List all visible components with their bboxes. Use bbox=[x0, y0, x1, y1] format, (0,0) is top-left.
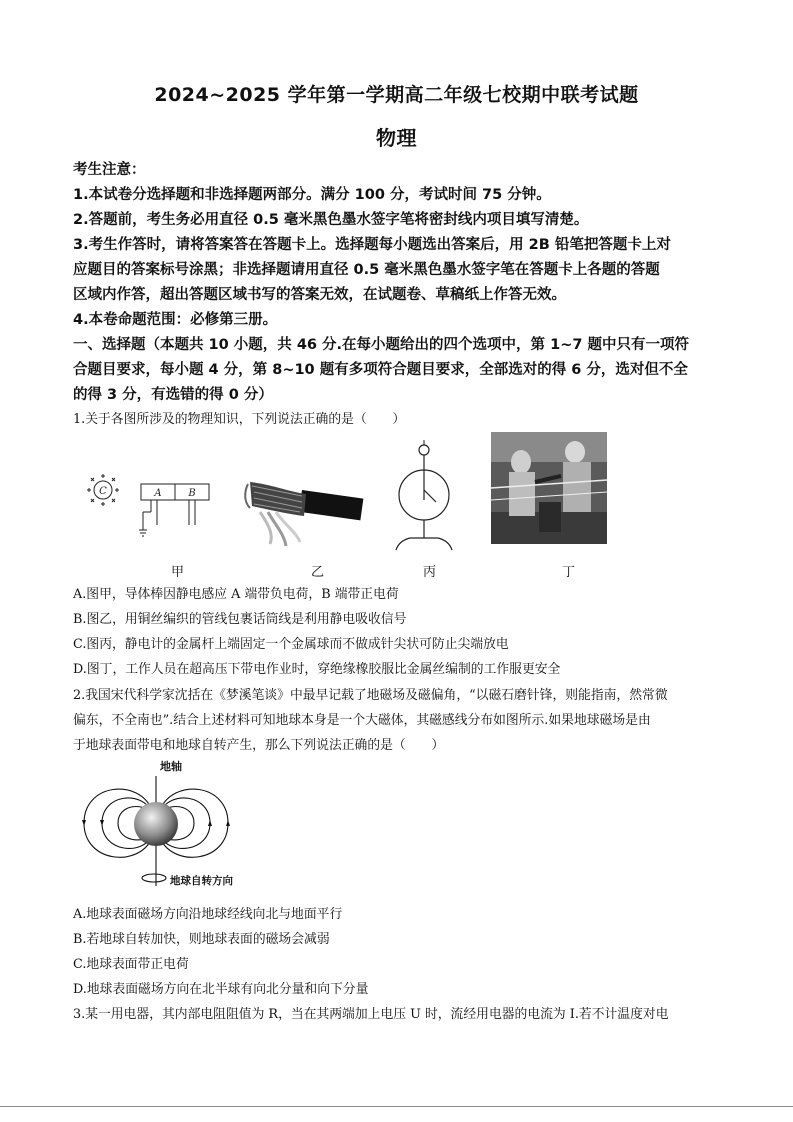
section-header: 的得 3 分，有选错的得 0 分） bbox=[73, 387, 273, 403]
q2-option-a: A.地球表面磁场方向沿地球经线向北与地面平行 bbox=[73, 907, 343, 922]
label-end-b: B bbox=[188, 488, 196, 499]
caption-ding: 丁 bbox=[562, 565, 576, 580]
q3-stem: 3.某一用电器，其内部电阻阻值为 R，当在其两端加上电压 U 时，流经用电器的电流为 I.若不计温度对电 bbox=[73, 1007, 669, 1022]
notice-line: 4.本卷命题范围：必修第三册。 bbox=[73, 312, 278, 328]
label-charge-c: C bbox=[99, 486, 107, 497]
notice-line: 3.考生作答时，请将答案答在答题卡上。选择题每小题选出答案后，用 2B 铅笔把答题卡上对 bbox=[73, 237, 671, 253]
q2-option-b: B.若地球自转加快，则地球表面的磁场会减弱 bbox=[73, 932, 330, 947]
q1-stem: 1.关于各图所涉及的物理知识，下列说法正确的是（ ） bbox=[73, 412, 406, 427]
notice-line: 应题目的答案标号涂黑；非选择题请用直径 0.5 毫米黑色墨水签字笔在答题卡上各题的答题 bbox=[73, 262, 660, 278]
figure-earth-magnetic-field bbox=[78, 758, 248, 893]
notice-heading: 考生注意： bbox=[73, 162, 146, 178]
figure-ding-photo bbox=[491, 432, 607, 544]
caption-yi: 乙 bbox=[311, 565, 325, 580]
notice-line: 1.本试卷分选择题和非选择题两部分。满分 100 分，考试时间 75 分钟。 bbox=[73, 187, 551, 203]
label-end-a: A bbox=[154, 488, 162, 499]
q1-option-b: B.图乙，用铜丝编织的管线包裹话筒线是利用静电吸收信号 bbox=[73, 612, 407, 627]
q2-option-c: C.地球表面带正电荷 bbox=[73, 957, 189, 972]
figure-jia bbox=[85, 470, 215, 540]
label-earth-axis: 地轴 bbox=[160, 760, 182, 773]
label-earth-rotation: 地球自转方向 bbox=[170, 875, 233, 887]
notice-line: 2.答题前，考生务必用直径 0.5 毫米黑色墨水签字笔将密封线内项目填写清楚。 bbox=[73, 212, 589, 228]
q1-option-c: C.图丙，静电计的金属杆上端固定一个金属球而不做成针尖状可防止尖端放电 bbox=[73, 637, 509, 652]
figure-bing bbox=[392, 440, 462, 555]
exam-title: 2024~2025 学年第一学期高二年级七校期中联考试题 bbox=[154, 84, 639, 106]
subject-title: 物理 bbox=[376, 126, 417, 150]
q2-stem: 偏东，不全南也”.结合上述材料可知地球本身是一个大磁体，其磁感线分布如图所示.如果地球磁场是由 bbox=[73, 713, 651, 728]
section-header: 一、选择题（本题共 10 小题，共 46 分.在每小题给出的四个选项中，第 1~7 题中只有一项符 bbox=[73, 337, 689, 353]
page-bottom-rule bbox=[0, 1106, 793, 1107]
section-header: 合题目要求，每小题 4 分，第 8~10 题有多项符合题目要求，全部选对的得 6 分，选对但不全 bbox=[73, 362, 688, 378]
figure-yi bbox=[240, 462, 370, 550]
caption-jia: 甲 bbox=[171, 565, 185, 580]
q2-stem: 2.我国宋代科学家沈括在《梦溪笔谈》中最早记载了地磁场及磁偏角，“以磁石磨针锋，则能指南，然常微 bbox=[73, 688, 668, 703]
q1-option-d: D.图丁，工作人员在超高压下带电作业时，穿绝缘橡胶服比金属丝编制的工作服更安全 bbox=[73, 662, 561, 677]
q2-stem: 于地球表面带电和地球自转产生，那么下列说法正确的是（ ） bbox=[73, 738, 445, 753]
q2-option-d: D.地球表面磁场方向在北半球有向北分量和向下分量 bbox=[73, 982, 369, 997]
q1-option-a: A.图甲，导体棒因静电感应 A 端带负电荷，B 端带正电荷 bbox=[73, 587, 399, 602]
notice-line: 区域内作答，超出答题区域书写的答案无效，在试题卷、草稿纸上作答无效。 bbox=[73, 287, 566, 303]
caption-bing: 丙 bbox=[423, 565, 437, 580]
